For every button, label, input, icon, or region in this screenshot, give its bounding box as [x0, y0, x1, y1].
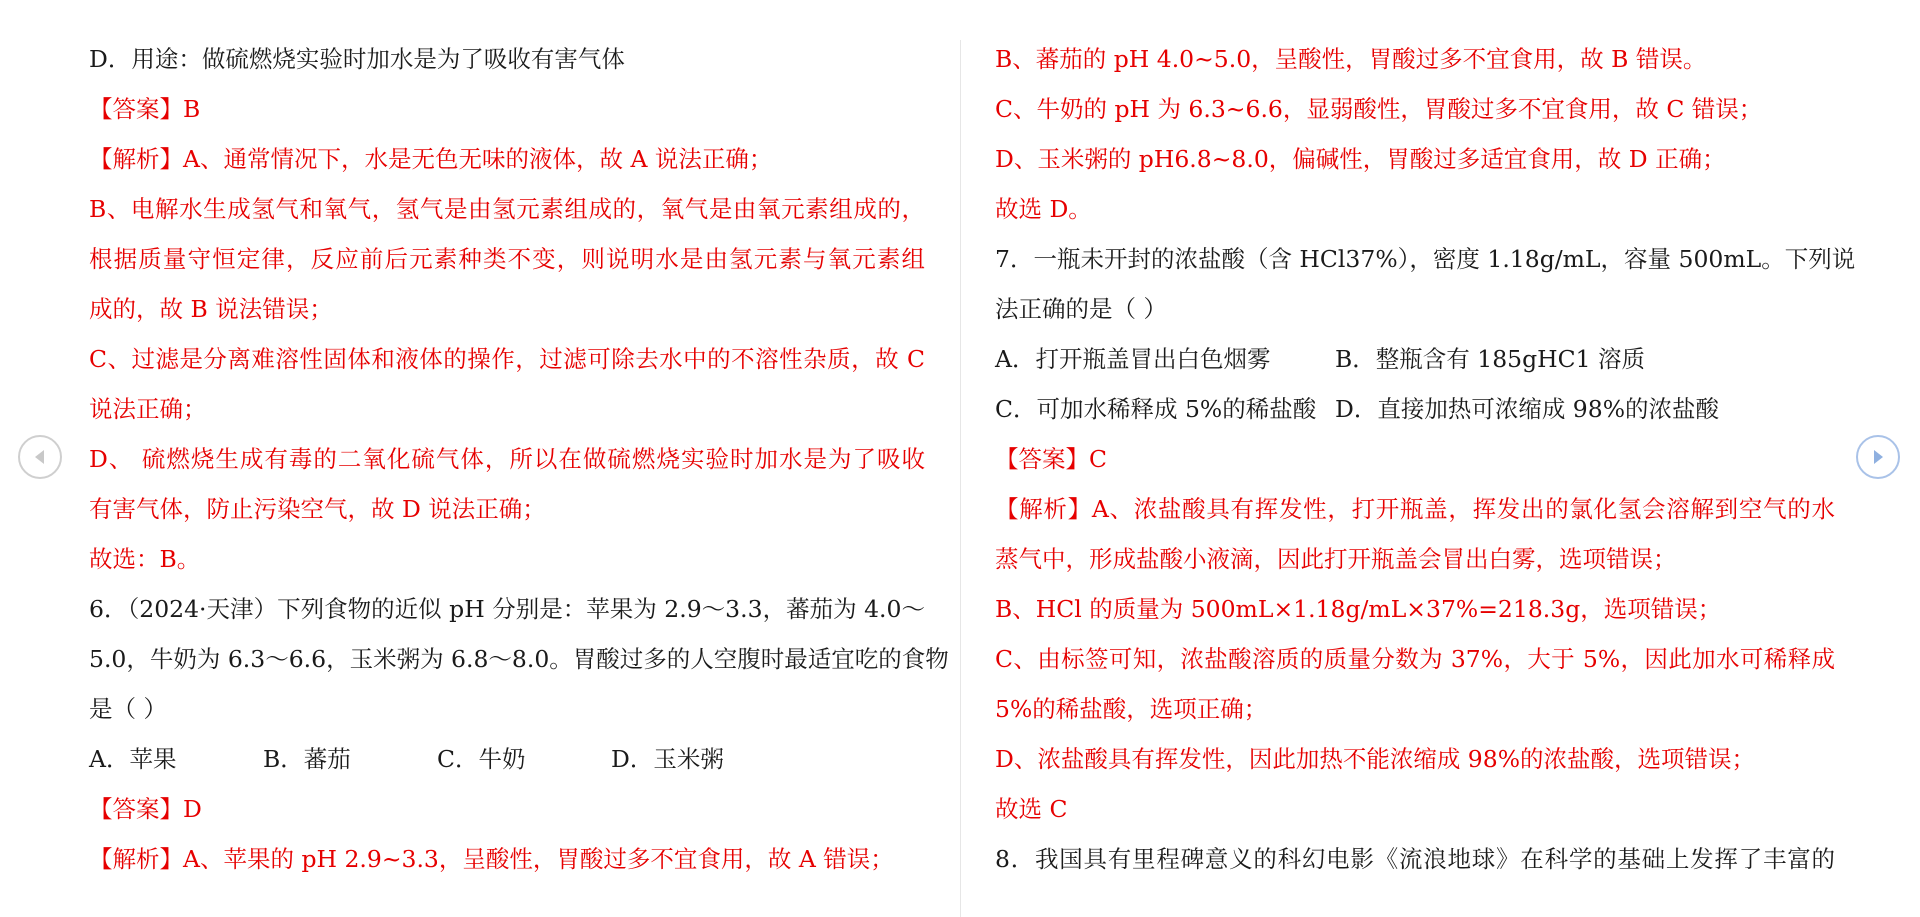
analysis-line: 蒸气中，形成盐酸小液滴，因此打开瓶盖会冒出白雾，选项错误； — [995, 545, 1677, 573]
analysis-line: B、HCl 的质量为 500mL×1.18g/mL×37%=218.3g，选项错误； — [995, 595, 1722, 623]
conclusion-line: 故选：B。 — [89, 545, 201, 573]
analysis-line: 【解析】A、浓盐酸具有挥发性，打开瓶盖，挥发出的氯化氢会溶解到空气的水 — [995, 495, 1835, 523]
conclusion-line: 故选 D。 — [995, 195, 1092, 223]
choice-c: C．可加水稀释成 5%的稀盐酸 — [995, 395, 1317, 423]
choice-b: B．整瓶含有 185gHC1 溶质 — [1335, 345, 1646, 373]
question-6-choices — [89, 734, 925, 784]
left-page-column — [89, 34, 949, 884]
prev-page-button[interactable] — [18, 435, 62, 479]
choice-d: D．直接加热可浓缩成 98%的浓盐酸 — [1335, 395, 1720, 423]
analysis-line: D、 硫燃烧生成有毒的二氧化硫气体，所以在做硫燃烧实验时加水是为了吸收 — [89, 445, 925, 473]
question-7-stem: 法正确的是（ ） — [995, 295, 1167, 323]
chevron-left-icon — [30, 447, 50, 467]
analysis-line: C、牛奶的 pH 为 6.3~6.6，显弱酸性，胃酸过多不宜食用，故 C 错误； — [995, 95, 1763, 123]
analysis-line: 说法正确； — [89, 395, 207, 423]
analysis-line: B、电解水生成氢气和氧气，氢气是由氢元素组成的，氧气是由氧元素组成的， — [89, 195, 925, 223]
answer-line: 【答案】B — [89, 95, 201, 123]
chevron-right-icon — [1868, 447, 1888, 467]
choice-a: A．苹果 — [89, 745, 177, 773]
question-8-stem: 8．我国具有里程碑意义的科幻电影《流浪地球》在科学的基础上发挥了丰富的 — [995, 845, 1835, 873]
question-option-d: D．用途：做硫燃烧实验时加水是为了吸收有害气体 — [89, 45, 625, 73]
answer-line: 【答案】D — [89, 795, 202, 823]
answer-line: 【答案】C — [995, 445, 1107, 473]
analysis-line: 【解析】A、苹果的 pH 2.9~3.3，呈酸性，胃酸过多不宜食用，故 A 错误； — [89, 845, 894, 873]
next-page-button[interactable] — [1856, 435, 1900, 479]
analysis-line: 成的，故 B 说法错误； — [89, 295, 333, 323]
analysis-line: C、由标签可知，浓盐酸溶质的质量分数为 37%，大于 5%，因此加水可稀释成 — [995, 645, 1835, 673]
question-6-stem: 6．（2024·天津）下列食物的近似 pH 分别是：苹果为 2.9～3.3，蕃茄为 4.0～ — [89, 595, 925, 623]
choice-b: B．蕃茄 — [263, 745, 351, 773]
right-page-column — [995, 34, 1856, 884]
question-6-stem: 是（ ） — [89, 695, 167, 723]
column-divider — [960, 40, 961, 917]
question-7-choices — [995, 384, 1835, 434]
question-7-choices — [995, 334, 1835, 384]
analysis-line: C、过滤是分离难溶性固体和液体的操作，过滤可除去水中的不溶性杂质，故 C — [89, 345, 925, 373]
conclusion-line: 故选 C — [995, 795, 1068, 823]
question-7-stem: 7．一瓶未开封的浓盐酸（含 HCl37%），密度 1.18g/mL，容量 500mL。下列说 — [995, 245, 1856, 273]
choice-d: D．玉米粥 — [611, 745, 724, 773]
analysis-line: B、蕃茄的 pH 4.0~5.0，呈酸性，胃酸过多不宜食用，故 B 错误。 — [995, 45, 1707, 73]
choice-a: A．打开瓶盖冒出白色烟雾 — [995, 345, 1271, 373]
analysis-line: 根据质量守恒定律，反应前后元素种类不变，则说明水是由氢元素与氧元素组 — [89, 245, 925, 273]
analysis-line: 【解析】A、通常情况下，水是无色无味的液体，故 A 说法正确； — [89, 145, 773, 173]
analysis-line: 有害气体，防止污染空气，故 D 说法正确； — [89, 495, 546, 523]
analysis-line: 5%的稀盐酸，选项正确； — [995, 695, 1268, 723]
question-6-stem: 5.0，牛奶为 6.3～6.6，玉米粥为 6.8～8.0。胃酸过多的人空腹时最适宜吃的食物 — [89, 645, 949, 673]
choice-c: C．牛奶 — [437, 745, 526, 773]
analysis-line: D、玉米粥的 pH6.8~8.0，偏碱性，胃酸过多适宜食用，故 D 正确； — [995, 145, 1726, 173]
analysis-line: D、浓盐酸具有挥发性，因此加热不能浓缩成 98%的浓盐酸，选项错误； — [995, 745, 1756, 773]
